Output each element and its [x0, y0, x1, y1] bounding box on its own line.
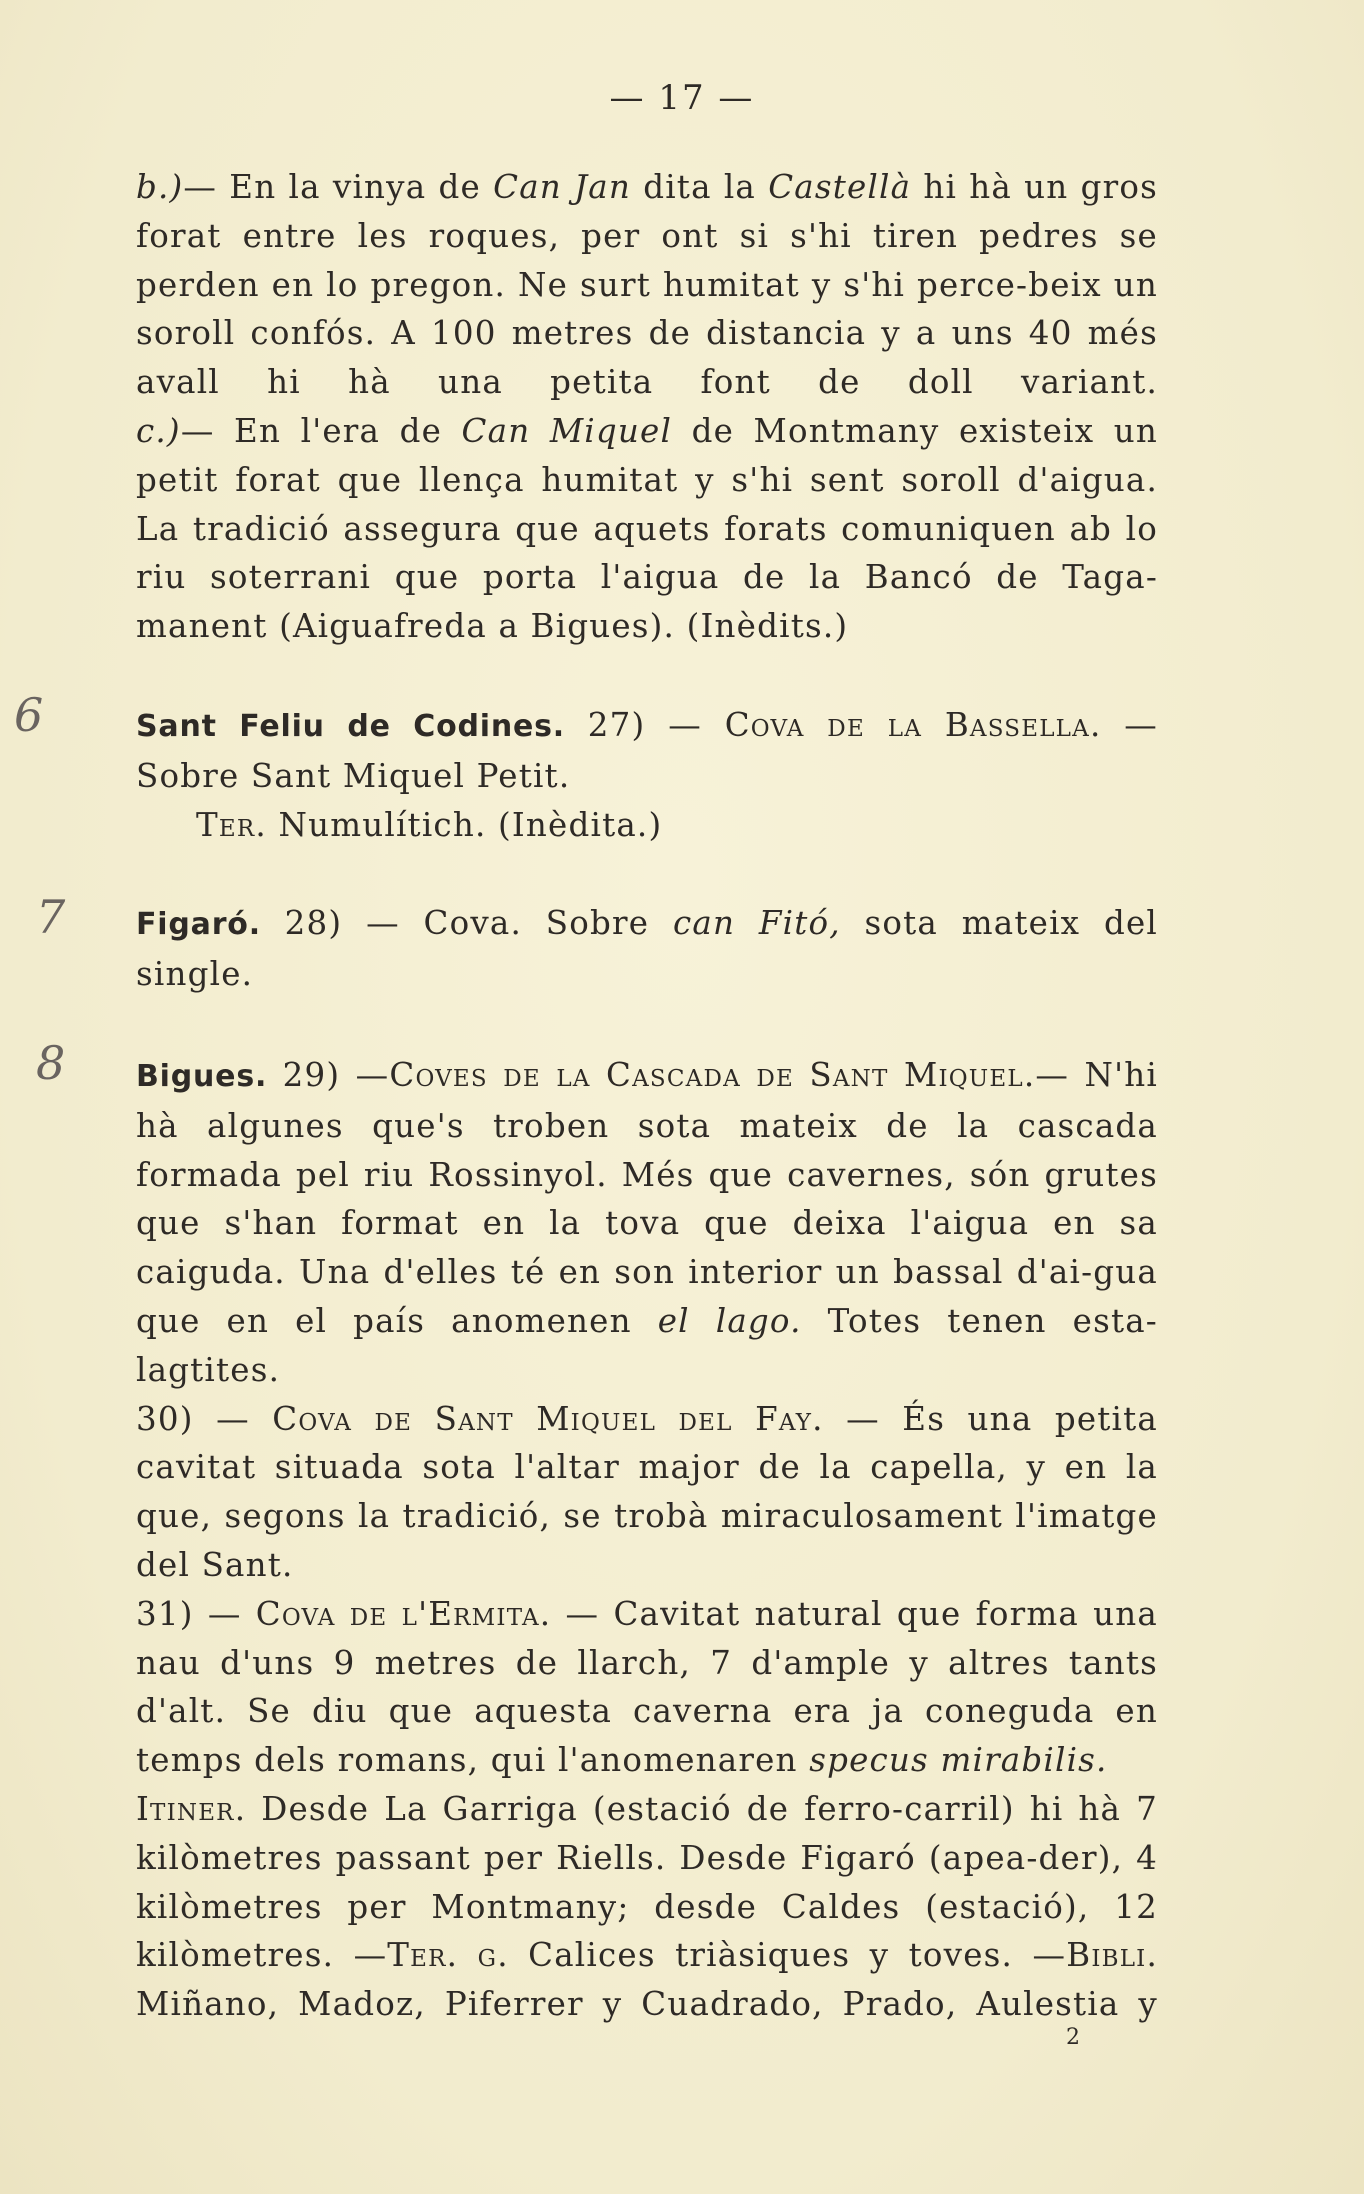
- ter-label: Ter.: [196, 805, 267, 844]
- paragraph-tradicio: La tradició assegura que aquets forats comuniquen ab lo riu soterrani que porta l'aigua de la Bancó de Taga-manent (Aiguafreda a Bigues). (Inèdits.): [136, 509, 1158, 646]
- paragraph-c: c.)— En l'era de Can Miquel de Montmany existeix un petit forat que llença humitat y s'hi sent soroll d'aigua.: [136, 411, 1159, 499]
- place-can-jan: Can Jan: [493, 168, 632, 206]
- entry-sant-feliu: Sant Feliu de Codines. 27) — Cova de la Bassella. — Sobre Sant Miquel Petit. Ter. Numulítich. (Inèdita.): [136, 705, 1158, 844]
- place-can-fito: can Fitó,: [672, 904, 841, 943]
- heading-bigues: Bigues.: [136, 1058, 268, 1094]
- item-label-c: c.): [136, 411, 181, 450]
- heading-sant-feliu: Sant Feliu de Codines.: [136, 708, 565, 744]
- entry-figaro: Figaró. 28) — Cova. Sobre can Fitó, sota mateix del single.: [136, 904, 1158, 994]
- signature-mark: 2: [1066, 2025, 1080, 2050]
- paragraph-b: b.)— En la vinya de Can Jan dita la Castellà hi hà un gros forat entre les roques, per ont si s'hi tiren pedres se perden en lo pregon. Ne surt humitat y s'hi perce-beix un soroll confós. A 100 metres de distancia y a uns 40 més avall hi hà una petita font de doll variant.: [136, 168, 1158, 402]
- entry-31: 31) — Cova de l'Ermita. — Cavitat natural que forma una nau d'uns 9 metres de llarch, 7 d'ample y altres tants d'alt. Se diu que aquesta caverna era ja coneguda en temps dels romans, qui l'anomenaren specus mirabilis.: [136, 1594, 1158, 1780]
- page-number: — 17 —: [609, 78, 755, 118]
- place-castella: Castellà: [768, 168, 912, 206]
- term-el-lago: el lago.: [657, 1301, 802, 1340]
- spacer: [76, 651, 1158, 701]
- spacer: [76, 999, 1158, 1051]
- margin-note-8: 8: [36, 1036, 66, 1090]
- bibli-label: Bibli.: [1066, 1936, 1158, 1975]
- cave-name-fay: Cova de Sant Miquel del Fay.: [272, 1399, 824, 1438]
- itiner-label: Itiner.: [136, 1789, 247, 1828]
- cave-name-ermita: Cova de l'Ermita.: [255, 1594, 552, 1633]
- cave-name-bassella: Cova de la Bassella.: [724, 705, 1102, 744]
- place-can-miquel: Can Miquel: [461, 411, 673, 450]
- entry-bigues: Bigues. 29) —Coves de la Cascada de Sant Miquel.— N'hi hà algunes que's troben sota mateix de la cascada formada pel riu Rossinyol. Més que cavernes, són grutes que s'han format en la tova que deixa l'aigua en sa caiguda. Una d'elles té en son interior un bassal d'ai-gua que en el país anomenen el lago. Totes tenen esta-lagtites.: [136, 1055, 1158, 1389]
- paragraph-itiner: Itiner. Desde La Garriga (estació de ferro-carril) hi hà 7 kilòmetres passant per Riells. Desde Figaró (apea-der), 4 kilòmetres per Montmany; desde Caldes (estació), 12 kilòmetres. —Ter. g. Calices triàsiques y toves. —Bibli. Miñano, Madoz, Piferrer y Cuadrado, Prado, Aulestia y: [136, 1789, 1158, 2024]
- spacer: [76, 849, 1158, 899]
- item-label-b: b.): [136, 168, 184, 206]
- margin-note-7: 7: [36, 890, 66, 944]
- body-text: [76, 163, 1158, 2029]
- margin-note-6: 6: [14, 688, 44, 742]
- entry-30: 30) — Cova de Sant Miquel del Fay. — És una petita cavitat situada sota l'altar major de la capella, y en la que, segons la tradició, se trobà miraculosament l'imatge del Sant.: [136, 1399, 1158, 1584]
- term-specus-mirabilis: specus mirabilis.: [809, 1741, 1108, 1780]
- heading-figaro: Figaró.: [136, 907, 261, 943]
- cave-name-cascada: Coves de la Cascada de Sant Miquel.: [389, 1055, 1036, 1094]
- ter-g-label: Ter. g.: [387, 1936, 509, 1975]
